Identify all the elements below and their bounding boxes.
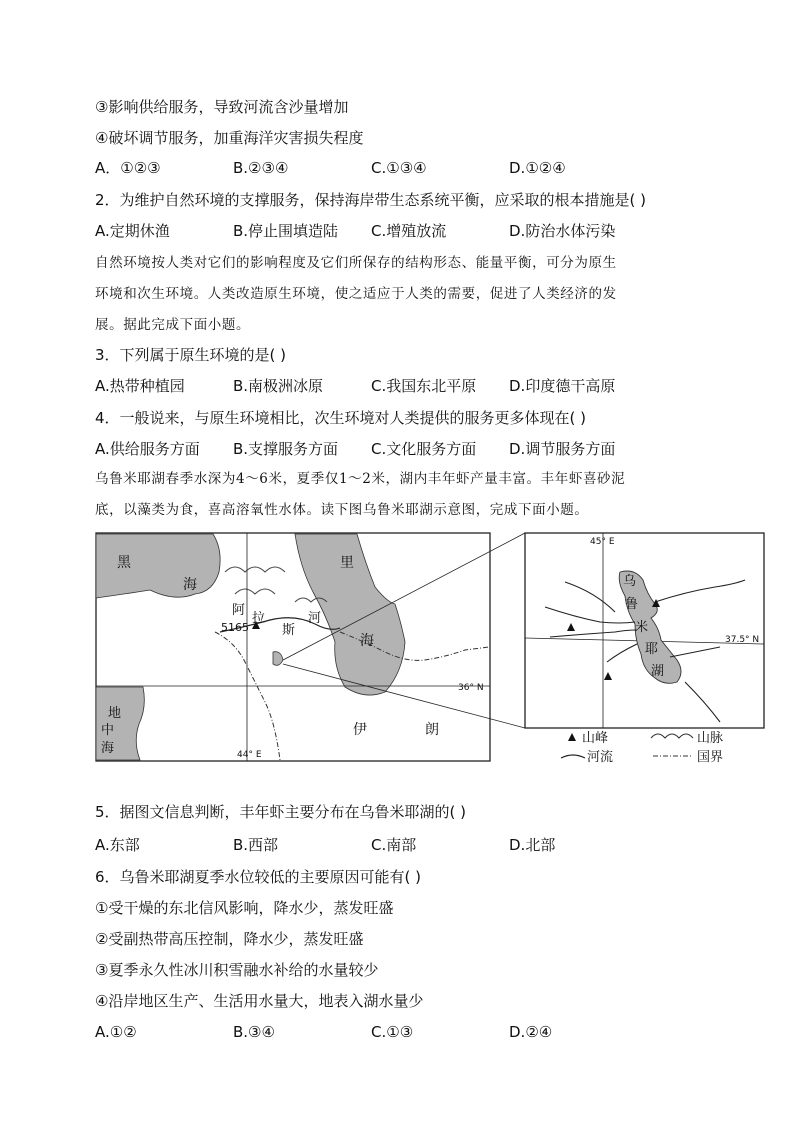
q2-option-a[interactable]: A.定期休渔	[95, 222, 170, 240]
passage-1-line-2: 环境和次生环境。人类改造原生环境，使之适应于人类的需要，促进了人类经济的发	[95, 286, 617, 302]
legend-river-icon	[561, 755, 585, 758]
q2-option-d[interactable]: D.防治水体污染	[509, 222, 616, 240]
q1-option-c[interactable]: C.①③④	[371, 159, 427, 177]
label-lon-44e: 44° E	[237, 750, 262, 760]
q6-option-a[interactable]: A.①②	[95, 1023, 137, 1041]
label-inset-37-5n: 37.5° N	[725, 635, 760, 645]
q3-option-c[interactable]: C.我国东北平原	[371, 377, 477, 395]
label-lake-5: 湖	[651, 664, 665, 679]
label-aras-2: 拉	[252, 611, 266, 626]
q6-option-b[interactable]: B.③④	[233, 1023, 275, 1041]
q3-option-b[interactable]: B.南极洲冰原	[233, 377, 324, 395]
q4-option-d[interactable]: D.调节服务方面	[509, 440, 616, 458]
label-lake-4: 耶	[645, 642, 659, 657]
passage-2-line-2: 底，以藻类为食，喜高溶氧性水体。读下图乌鲁米耶湖示意图，完成下面小题。	[95, 502, 589, 518]
label-med-1: 地	[108, 706, 122, 721]
q6-option-c[interactable]: C.①③	[371, 1023, 414, 1041]
label-aras-3: 斯	[282, 623, 296, 638]
q6-statement-4: ④沿岸地区生产、生活用水量大，地表入湖水量少	[95, 992, 424, 1010]
q2-option-c[interactable]: C.增殖放流	[371, 222, 447, 240]
label-lake-1: 乌	[623, 574, 637, 589]
question-3: 3．下列属于原生环境的是( )	[95, 346, 287, 364]
q3-option-d[interactable]: D.印度德干高原	[509, 377, 616, 395]
legend-border-label: 国界	[697, 750, 724, 765]
q4-option-a[interactable]: A.供给服务方面	[95, 440, 200, 458]
passage-2-line-1: 乌鲁米耶湖春季水深为4～6米，夏季仅1～2米，湖内丰年虾产量丰富。丰年虾喜砂泥	[95, 471, 626, 487]
legend-river-label: 河流	[587, 750, 614, 765]
q2-option-b[interactable]: B.停止围填造陆	[233, 222, 339, 240]
legend-peak-icon	[568, 733, 576, 741]
q3-option-a[interactable]: A.热带种植园	[95, 377, 185, 395]
question-2: 2．为维护自然环境的支撑服务，保持海岸带生态系统平衡，应采取的根本措施是( )	[95, 191, 647, 209]
label-lat-36n: 36° N	[458, 683, 484, 693]
label-black-sea-2: 海	[183, 577, 197, 593]
passage-1-line-1: 自然环境按人类对它们的影响程度及它们所保存的结构形态、能量平衡，可分为原生	[95, 255, 617, 271]
label-lake-2: 鲁	[625, 597, 639, 612]
q5-option-c[interactable]: C.南部	[371, 836, 417, 854]
label-iran-2: 朗	[425, 722, 439, 738]
label-lake-3: 米	[635, 620, 649, 635]
q5-option-a[interactable]: A.东部	[95, 836, 140, 854]
label-med-3: 海	[101, 741, 115, 756]
statement-4: ④破坏调节服务，加重海洋灾害损失程度	[95, 129, 364, 147]
q4-option-c[interactable]: C.文化服务方面	[371, 440, 477, 458]
label-inset-45e: 45° E	[590, 537, 615, 547]
passage-1-line-3: 展。据此完成下面小题。	[95, 317, 251, 333]
statement-3: ③影响供给服务，导致河流含沙量增加	[95, 98, 349, 116]
q5-option-b[interactable]: B.西部	[233, 836, 279, 854]
legend-mountain-label: 山脉	[697, 731, 724, 746]
question-5: 5．据图文信息判断，丰年虾主要分布在乌鲁米耶湖的( )	[95, 803, 467, 821]
label-caspian-1: 里	[340, 555, 354, 571]
urmia-lake-map	[95, 532, 765, 767]
q5-option-d[interactable]: D.北部	[509, 836, 556, 854]
question-4: 4．一般说来，与原生环境相比，次生环境对人类提供的服务更多体现在( )	[95, 409, 587, 427]
q1-option-b[interactable]: B.②③④	[233, 159, 289, 177]
label-med-2: 中	[101, 723, 115, 738]
legend-mountain-icon	[651, 734, 693, 738]
q1-option-d[interactable]: D.①②④	[509, 159, 566, 177]
q6-option-d[interactable]: D.②④	[509, 1023, 553, 1041]
label-aras-1: 阿	[232, 603, 246, 618]
q1-option-a[interactable]: A．①②③	[95, 159, 161, 177]
label-aras-4: 河	[308, 611, 322, 626]
label-caspian-2: 海	[360, 633, 374, 649]
q6-statement-3: ③夏季永久性冰川积雪融水补给的水量较少	[95, 961, 379, 979]
label-black-sea-1: 黑	[117, 555, 131, 571]
label-iran-1: 伊	[353, 722, 367, 738]
black-sea	[96, 534, 220, 598]
q4-option-b[interactable]: B.支撑服务方面	[233, 440, 339, 458]
label-peak-height: 5165	[221, 621, 249, 634]
q6-statement-1: ①受干燥的东北信风影响，降水少，蒸发旺盛	[95, 899, 394, 917]
q6-statement-2: ②受副热带高压控制，降水少，蒸发旺盛	[95, 930, 364, 948]
legend-peak-label: 山峰	[582, 731, 609, 746]
question-6: 6．乌鲁米耶湖夏季水位较低的主要原因可能有( )	[95, 868, 422, 886]
